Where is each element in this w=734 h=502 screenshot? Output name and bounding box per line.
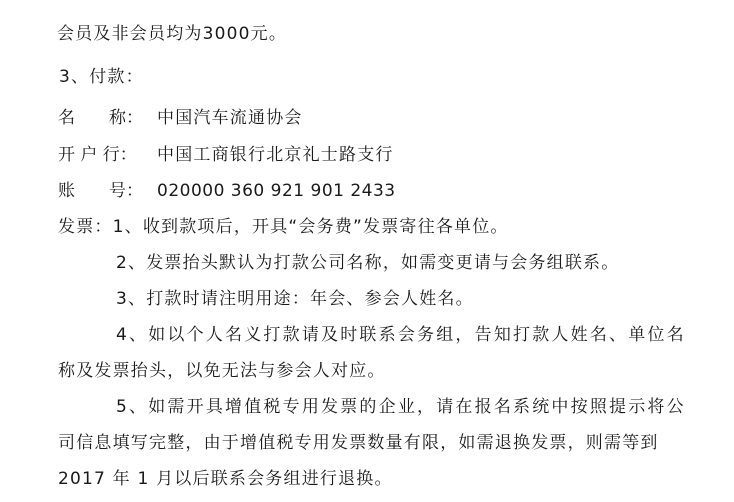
invoice-item-4-line-1: 4、如以个人名义打款请及时联系会务组，告知打款人姓名、单位名 xyxy=(116,325,686,345)
invoice-item-5-line-1: 5、如需开具增值税专用发票的企业，请在报名系统中按照提示将公 xyxy=(116,397,686,417)
invoice-item-3: 3、打款时请注明用途：年会、参会人姓名。 xyxy=(116,289,474,309)
fee-line: 会员及非会员均为3000元。 xyxy=(57,24,288,44)
invoice-item-5-line-2: 司信息填写完整，由于增值税专用发票数量有限，如需退换发票，则需等到 xyxy=(58,433,659,453)
account-number-label: 账 号： xyxy=(58,181,143,201)
account-name-value: 中国汽车流通协会 xyxy=(157,108,303,128)
account-name-label: 名 称： xyxy=(58,108,143,128)
bank-value: 中国工商银行北京礼士路支行 xyxy=(157,145,394,165)
invoice-item-4-line-2: 称及发票抬头，以免无法与参会人对应。 xyxy=(58,361,386,381)
payment-heading: 3、付款： xyxy=(59,67,144,87)
invoice-item-5-line-3: 2017 年 1 月以后联系会务组进行退换。 xyxy=(58,469,393,489)
account-number-value: 020000 360 921 901 2433 xyxy=(157,181,396,201)
invoice-item-2: 2、发票抬头默认为打款公司名称，如需变更请与会务组联系。 xyxy=(116,253,620,273)
bank-label: 开 户 行： xyxy=(58,145,137,165)
invoice-item-1: 发票：1、收到款项后，开具“会务费”发票寄往各单位。 xyxy=(58,217,509,237)
